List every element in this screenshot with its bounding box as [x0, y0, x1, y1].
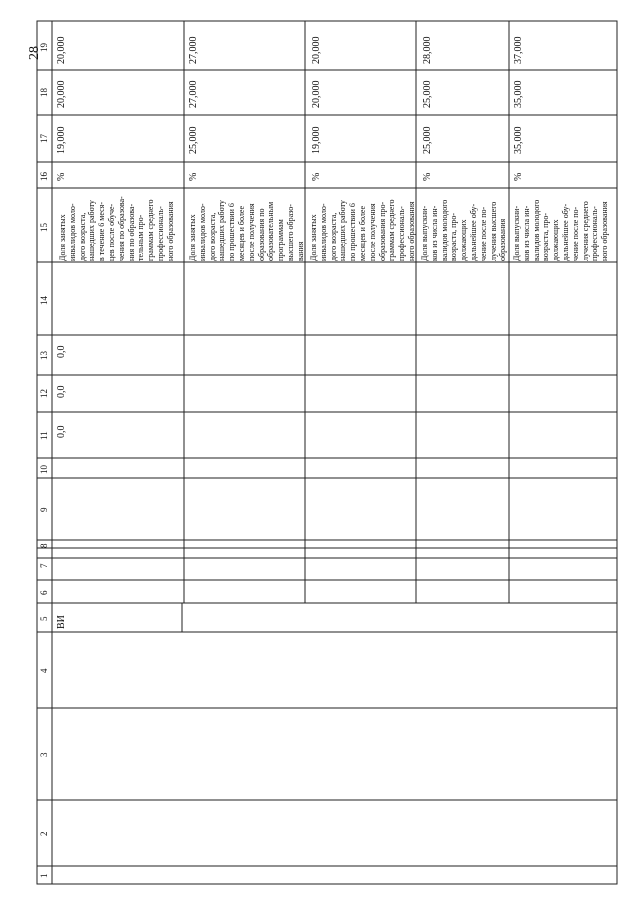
- column-number: 6: [39, 590, 49, 595]
- value-col19: 20,000: [56, 36, 67, 64]
- value-col18: 20,000: [56, 80, 67, 108]
- col5-value: ВИ: [56, 615, 67, 629]
- column-number: 17: [39, 134, 49, 143]
- column-number: 12: [39, 389, 49, 398]
- value-col12: 0,0: [56, 385, 67, 398]
- column-number: 11: [39, 431, 49, 440]
- column-number: 18: [39, 88, 49, 97]
- column-number: 16: [39, 172, 49, 181]
- indicator-text: Доля занятых инвалидов моло- дого возраста, нашедших работу по прошествии 6 месяцев и более после получения образования по образовательным программам высшего образо- вания: [188, 200, 305, 261]
- value-col18: 35,000: [513, 80, 524, 108]
- indicator-text: Доля занятых инвалидов моло- дого возраста, нашедших работу в течение 6 меся- цев после обуче- чения по образова- ния по образова- тельным про- граммам среднего профессиональ- ного образования: [58, 196, 175, 261]
- value-col19: 37,000: [513, 36, 524, 64]
- indicator-text: Доля занятых инвалидов моло- дого возраста, нашедших работу по прошествии 6 месяцев и более после получения образования про- граммам среднего профессиональ- ного образования: [309, 199, 416, 261]
- column-number: 13: [39, 351, 49, 360]
- value-col18: 25,000: [422, 80, 433, 108]
- value-col19: 20,000: [311, 36, 322, 64]
- unit-percent: %: [311, 172, 322, 181]
- value-col17: 25,000: [422, 126, 433, 154]
- column-number: 15: [39, 223, 49, 232]
- value-col17: 19,000: [311, 126, 322, 154]
- column-number: 4: [39, 668, 49, 673]
- column-number: 14: [39, 296, 49, 305]
- value-col19: 28,000: [422, 36, 433, 64]
- column-number: 9: [39, 507, 49, 512]
- column-number: 5: [39, 616, 49, 621]
- unit-percent: %: [422, 172, 433, 181]
- column-number: 10: [39, 465, 49, 474]
- unit-percent: %: [513, 172, 524, 181]
- unit-percent: %: [188, 172, 199, 181]
- column-number: 3: [39, 752, 49, 757]
- column-number: 7: [39, 563, 49, 568]
- page-number: 28: [27, 46, 42, 60]
- column-number: 8: [39, 543, 49, 548]
- indicator-text: Доля выпускни- ков из числа ин- валидов молодого возраста, про- должающих дальнейшее обу- чение после по- лучения высшего образования: [420, 199, 508, 261]
- unit-percent: %: [56, 172, 67, 181]
- value-col11: 0,0: [56, 425, 67, 438]
- value-col17: 19,000: [56, 126, 67, 154]
- value-col13: 0,0: [56, 345, 67, 358]
- value-col17: 35,000: [513, 126, 524, 154]
- value-col17: 25,000: [188, 126, 199, 154]
- value-col18: 20,000: [311, 80, 322, 108]
- column-number: 19: [39, 43, 49, 52]
- value-col18: 27,000: [188, 80, 199, 108]
- column-number: 2: [39, 831, 49, 836]
- value-col19: 27,000: [188, 36, 199, 64]
- column-number: 1: [39, 873, 49, 878]
- indicator-text: Доля выпускни- ков из числа ин- валидов молодого возраста, про- должающих дальнейшее обу- чение после по- лучения среднего профессиональ- ного образования: [512, 199, 610, 261]
